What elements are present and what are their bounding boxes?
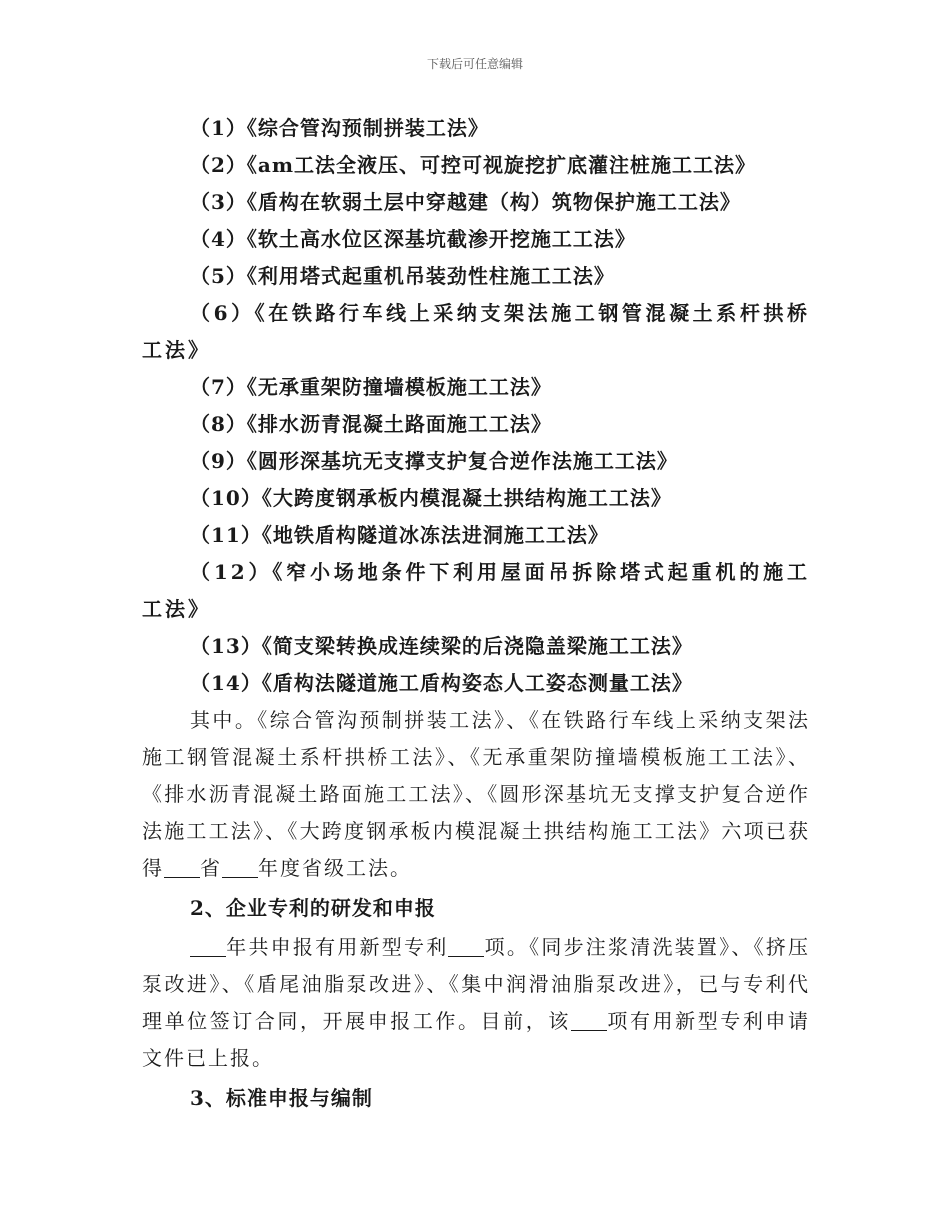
patents-text-3: 项有用新型专利申请文件已上报。: [142, 1009, 811, 1070]
patents-text-1: 年共申报有用新型专利: [226, 935, 449, 959]
summary-text-1: 其中。《综合管沟预制拼装工法》、《在铁路行车线上采纳支架法施工钢管混凝土系杆拱桥工法》、《无承重架防撞墙模板施工工法》、《排水沥青混凝土路面施工工法》、《圆形深基坑无支撑支护复合逆作法施工工法》、《大跨度钢承板内模混凝土拱结构施工工法》六项已获得: [142, 708, 810, 880]
blank-field: [571, 1010, 607, 1031]
patents-paragraph: [142, 929, 810, 1077]
method-item-8: （8）《排水沥青混凝土路面施工工法》: [190, 412, 552, 436]
method-item-12: （12）《窄小场地条件下利用屋面吊拆除塔式起重机的施工工法》: [142, 560, 810, 621]
page-header: 下载后可任意编辑: [426, 57, 523, 71]
method-item-14: （14）《盾构法隧道施工盾构姿态人工姿态测量工法》: [190, 671, 693, 695]
blank-field: [448, 936, 484, 957]
method-item-10: （10）《大跨度钢承板内模混凝土拱结构施工工法》: [190, 486, 672, 510]
blank-field: [222, 857, 258, 878]
method-item-9: （9）《圆形深基坑无支撑支护复合逆作法施工工法》: [190, 449, 678, 473]
blank-field: [164, 857, 200, 878]
document-body: [142, 110, 810, 1119]
method-item-5: （5）《利用塔式起重机吊装劲性柱施工工法》: [190, 264, 615, 288]
method-item-6: （6）《在铁路行车线上采纳支架法施工钢管混凝土系杆拱桥工法》: [142, 301, 810, 362]
section-heading-patents: 2、企业专利的研发和申报: [190, 896, 436, 920]
patents-text-2: 项。《同步注浆清洗装置》、《挤压泵改进》、《盾尾油脂泵改进》、《集中润滑油脂泵改进》，已与专利代理单位签订合同，开展申报工作。目前，该: [142, 935, 811, 1033]
blank-field: [190, 936, 226, 957]
summary-paragraph: [142, 702, 810, 887]
section-heading-standards: 3、标准申报与编制: [190, 1086, 373, 1110]
method-item-2: （2）《am工法全液压、可控可视旋挖扩底灌注桩施工工法》: [190, 153, 757, 177]
summary-text-2: 省: [200, 856, 222, 880]
method-item-11: （11）《地铁盾构隧道冰冻法进洞施工工法》: [190, 523, 609, 547]
method-item-3: （3）《盾构在软弱土层中穿越建（构）筑物保护施工工法》: [190, 190, 741, 214]
summary-text-3: 年度省级工法。: [258, 856, 412, 880]
method-item-1: （1）《综合管沟预制拼装工法》: [190, 116, 489, 140]
method-item-4: （4）《软土高水位区深基坑截渗开挖施工工法》: [190, 227, 636, 251]
method-item-7: （7）《无承重架防撞墙模板施工工法》: [190, 375, 552, 399]
method-item-13: （13）《简支梁转换成连续梁的后浇隐盖梁施工工法》: [190, 634, 693, 658]
